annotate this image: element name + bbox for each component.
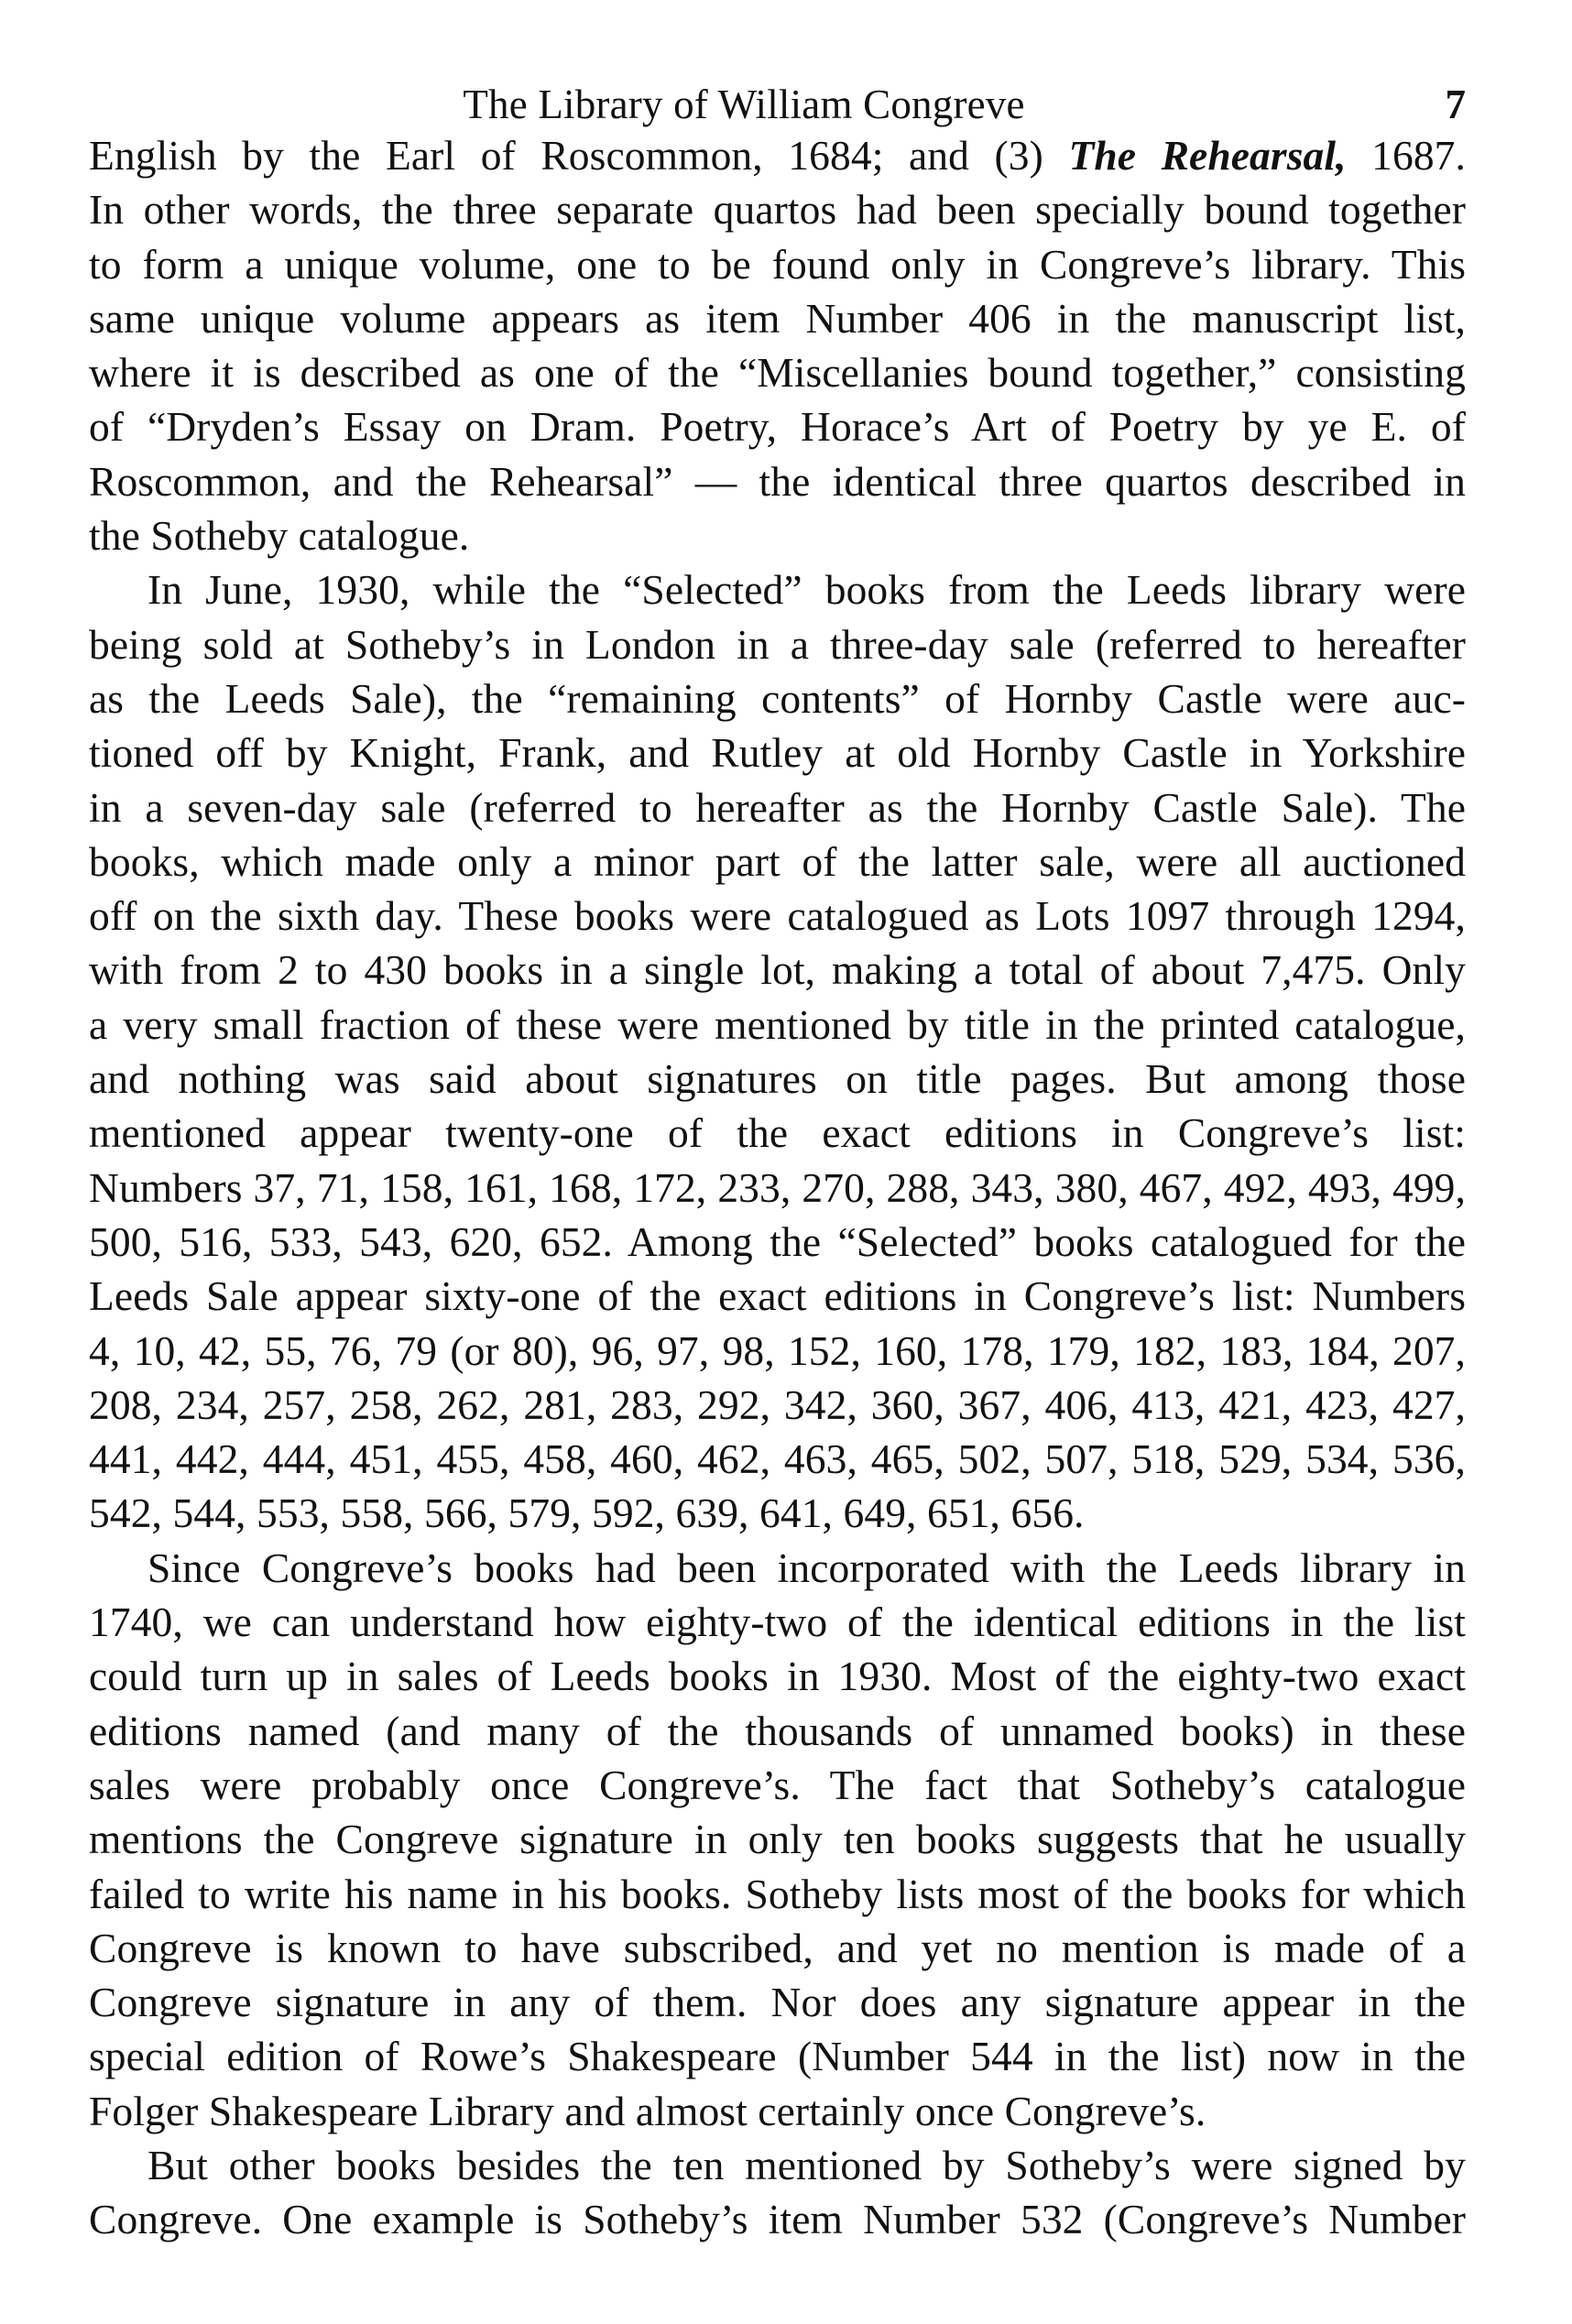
text-line: Congreve signature in any of them. Nor does any signature appear in the <box>89 1979 1466 2026</box>
running-head <box>89 77 1466 132</box>
paragraph-start-line: But other books besides the ten mentioned by Sotheby’s were signed by <box>147 2141 1466 2188</box>
text-line: Roscommon, and the Rehearsal” — the identical three quartos described in <box>89 457 1466 505</box>
paragraph-start-line: In June, 1930, while the “Selected” books from the Leeds library were <box>147 566 1466 614</box>
text-line: Numbers 37, 71, 158, 161, 168, 172, 233, 270, 288, 343, 380, 467, 492, 493, 499, <box>89 1163 1466 1211</box>
text-line: 208, 234, 257, 258, 262, 281, 283, 292, 342, 360, 367, 406, 413, 421, 423, 427, <box>89 1380 1466 1428</box>
text-line: with from 2 to 430 books in a single lot, making a total of about 7,475. Only <box>89 946 1466 994</box>
text-line: off on the sixth day. These books were catalogued as Lots 1097 through 1294, <box>89 892 1466 940</box>
text-line: a very small fraction of these were mentioned by title in the printed catalogue, <box>89 1000 1466 1048</box>
text-line: same unique volume appears as item Number 406 in the manuscript list, <box>89 294 1466 342</box>
text-line: tioned off by Knight, Frank, and Rutley at old Hornby Castle in Yorkshire <box>89 729 1466 777</box>
text-line: 4, 10, 42, 55, 76, 79 (or 80), 96, 97, 98, 152, 160, 178, 179, 182, 183, 184, 207, <box>89 1326 1466 1374</box>
text-line: mentioned appear twenty-one of the exact editions in Congreve’s list: <box>89 1109 1466 1157</box>
text-line: editions named (and many of the thousands of unnamed books) in these <box>89 1707 1466 1754</box>
text-line: and nothing was said about signatures on title pages. But among those <box>89 1055 1466 1103</box>
text-line: 441, 442, 444, 451, 455, 458, 460, 462, 463, 465, 502, 507, 518, 529, 534, 536, <box>89 1435 1466 1483</box>
running-title: The Library of William Congreve <box>463 82 1025 127</box>
text-line: 542, 544, 553, 558, 566, 579, 592, 639, 641, 649, 651, 656. <box>89 1489 1085 1537</box>
text-line: mentions the Congreve signature in only ten books suggests that he usually <box>89 1816 1466 1863</box>
text-line: 500, 516, 533, 543, 620, 652. Among the “Selected” books catalogued for the <box>89 1217 1466 1265</box>
page-number: 7 <box>1445 82 1466 127</box>
text-line: could turn up in sales of Leeds books in 1930. Most of the eighty-two exact <box>89 1653 1466 1700</box>
text-line: sales were probably once Congreve’s. The fact that Sotheby’s catalogue <box>89 1761 1466 1808</box>
text-line: failed to write his name in his books. Sotheby lists most of the books for which <box>89 1870 1466 1917</box>
italic-title: The Rehearsal, <box>1068 132 1347 179</box>
text-line: in a seven-day sale (referred to hereafter as the Hornby Castle Sale). The <box>89 783 1466 831</box>
body-text <box>89 128 1466 2247</box>
text-line: English by the Earl of Roscommon, 1684; and (3) The Rehearsal, 1687. <box>89 132 1467 179</box>
text-line: Congreve. One example is Sotheby’s item Number 532 (Congreve’s Number <box>89 2196 1466 2243</box>
text-line: In other words, the three separate quartos had been specially bound together <box>89 186 1466 234</box>
text-line: 1740, we can understand how eighty-two of the identical editions in the list <box>89 1598 1466 1646</box>
text-line: Leeds Sale appear sixty-one of the exact editions in Congreve’s list: Numbers <box>89 1272 1466 1320</box>
text-line: books, which made only a minor part of the latter sale, were all auctioned <box>89 837 1466 885</box>
text-line: being sold at Sotheby’s in London in a three-day sale (referred to hereafter <box>89 620 1466 668</box>
text-line: to form a unique volume, one to be found only in Congreve’s library. This <box>89 240 1466 288</box>
text-line: the Sotheby catalogue. <box>89 512 470 560</box>
text-line: of “Dryden’s Essay on Dram. Poetry, Horace’s Art of Poetry by ye E. of <box>89 403 1466 451</box>
text-line: special edition of Rowe’s Shakespeare (Number 544 in the list) now in the <box>89 2033 1466 2080</box>
text-line: Congreve is known to have subscribed, and yet no mention is made of a <box>89 1924 1466 1971</box>
text-line: where it is described as one of the “Miscellanies bound together,” consisting <box>89 349 1466 397</box>
paragraph-start-line: Since Congreve’s books had been incorporated with the Leeds library in <box>147 1544 1466 1591</box>
text-line: as the Leeds Sale), the “remaining contents” of Hornby Castle were auc- <box>89 674 1466 722</box>
text-line: Folger Shakespeare Library and almost certainly once Congreve’s. <box>89 2087 1206 2134</box>
